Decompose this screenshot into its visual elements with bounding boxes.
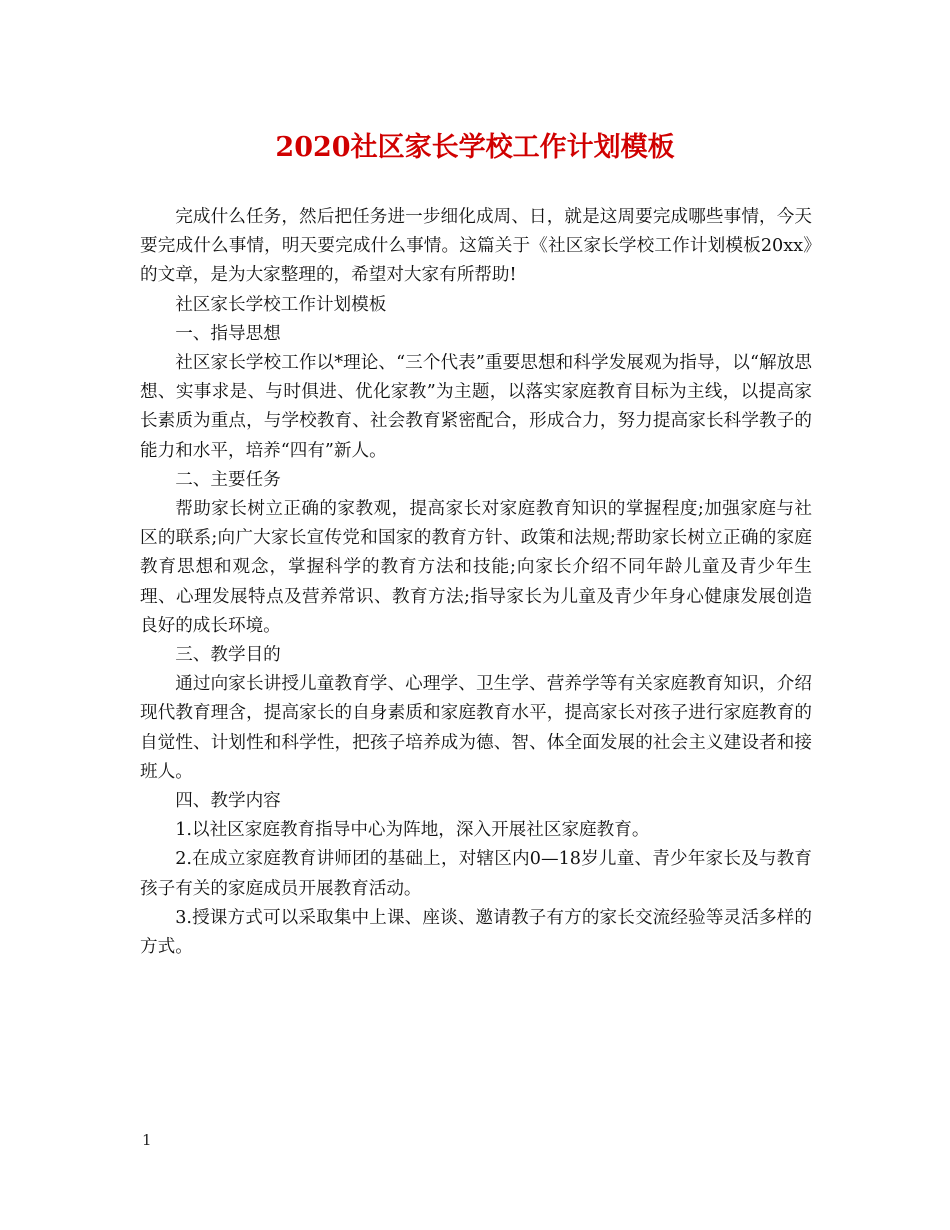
page-number: 1 [142,1131,152,1149]
document-body [140,203,812,962]
teaching-goals-paragraph: 通过向家长讲授儿童教育学、心理学、卫生学、营养学等有关家庭教育知识，介绍现代教育理含，提高家长的自身素质和家庭教育水平，提高家长对孩子进行家庭教育的自觉性、计划性和科学性，把孩子培养成为德、智、体全面发展的社会主义建设者和接班人。 [140,674,812,782]
guiding-thought-paragraph: 社区家长学校工作以*理论、“三个代表”重要思想和科学发展观为指导，以“解放思想、实事求是、与时俱进、优化家教”为主题，以落实家庭教育目标为主线，以提高家长素质为重点，与学校教育、社会教育紧密配合，形成合力，努力提高家长科学教子的能力和水平，培养“四有”新人。 [140,353,812,461]
section-heading-main-tasks: 二、主要任务 [175,469,281,490]
content-item-3: 3.授课方式可以采取集中上课、座谈、邀请教子有方的家长交流经验等灵活多样的方式。 [140,907,812,958]
main-tasks-paragraph: 帮助家长树立正确的家教观，提高家长对家庭教育知识的掌握程度;加强家庭与社区的联系;向广大家长宣传党和国家的教育方针、政策和法规;帮助家长树立正确的家庭教育思想和观念，掌握科学的教育方法和技能;向家长介绍不同年龄儿童及青少年生理、心理发展特点及营养常识、教育方法;指导家长为儿童及青少年身心健康发展创造良好的成长环境。 [140,499,812,636]
section-heading-teaching-goals: 三、教学目的 [175,645,281,666]
content-item-1: 1.以社区家庭教育指导中心为阵地，深入开展社区家庭教育。 [175,820,650,841]
content-item-2: 2.在成立家庭教育讲师团的基础上，对辖区内0—18岁儿童、青少年家长及与教育孩子有关的家庭成员开展教育活动。 [140,849,812,899]
plan-subtitle: 社区家长学校工作计划模板 [175,294,387,315]
intro-paragraph: 完成什么任务，然后把任务进一步细化成周、日，就是这周要完成哪些事情，今天要完成什么事情，明天要完成什么事情。这篇关于《社区家长学校工作计划模板20xx》的文章，是为大家整理的，希望对大家有所帮助! [140,207,812,286]
section-heading-teaching-content: 四、教学内容 [175,791,281,812]
section-heading-guiding-thought: 一、指导思想 [175,323,281,344]
document-title: 2020社区家长学校工作计划模板 [275,132,675,163]
